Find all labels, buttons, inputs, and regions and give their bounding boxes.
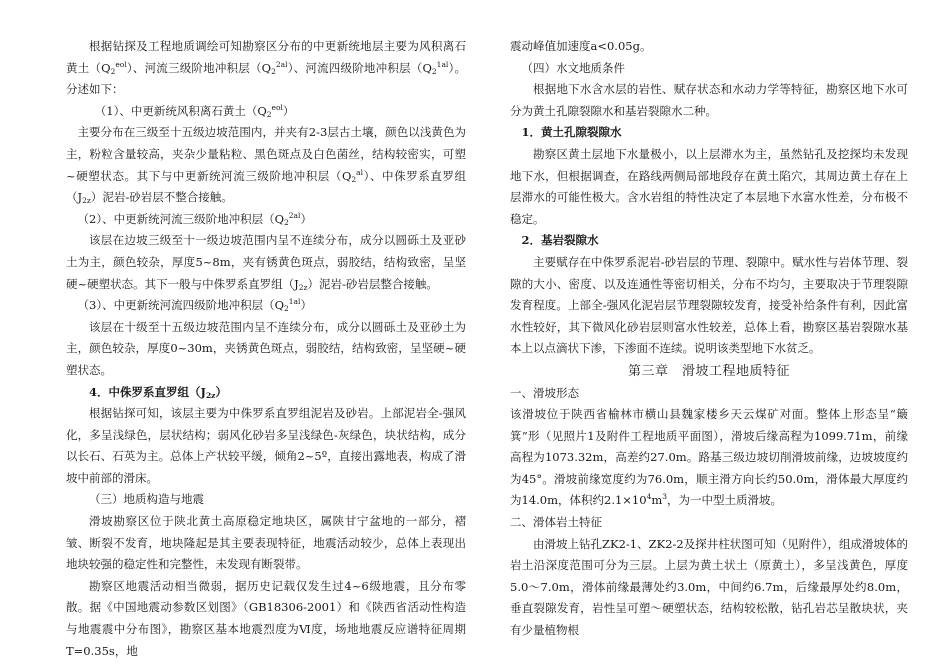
section-landslide-shape-heading: 一、滑坡形态: [510, 385, 579, 400]
section-terrace3-body: 该层在边坡三级至十一级边坡范围内呈不连续分布，成分以圆砾土及亚砂土为主，颜色较杂，厚度5~8m，夹有锈黄色斑点，弱胶结，结构致密，呈坚硬~硬塑状态。其下一般与中侏罗系直罗组$(J_{2z})$泥岩-砂岩层整合接触。: [66, 233, 466, 292]
continued-line: 震动峰值加速度a<0.05g。: [510, 39, 652, 53]
section-loess-body: 主要分布在三级至十五级边坡范围内，并夹有2-3层古土壤，颜色以浅黄色为主，粉粒含量较高，夹杂少量粘粒、黑色斑点及白色菌丝，结构较密实，可塑~硬塑状态。其下与中更新统河流三级阶地冲积层$(Q_2^{al})$、中侏罗系直罗组$(J_{2z})$泥岩-砂岩层不整合接触。: [66, 125, 467, 206]
section-loess-water-heading: 1．黄土孔隙裂隙水: [521, 125, 622, 140]
section-landslide-soil-body: 由滑坡上钻孔ZK2-1、ZK2-2及探井柱状图可知（见附件），组成滑坡体的岩土沿深度范围可分为三层。上层为黄土状土（原黄土），多呈浅黄色，厚度5.0～7.0m，滑体前缘最薄处约3.0m，中间约6.7m，后缘最厚处约8.0m，垂直裂隙发育，岩性呈可塑～硬塑状态，结构较松散，钻孔岩芯呈散块状，夹有少量植物根: [510, 536, 908, 638]
section-landslide-shape-body: 该滑坡位于陕西省榆林市横山县魏家楼乡天云煤矿对面。整体上形态呈“簸箕”形（见照片1及附件工程地质平面图），滑坡后缘高程为1099.71m，前缘高程为1073.32m，高差约27.0m。路基三级边坡切削滑坡前缘，边坡坡度约为45°。滑坡前缘宽度约为76.0m，顺主滑方向长约50.0m，滑体最大厚度约为14.0m，体积约$2.1\times 10^4m^3$，为一中型土质滑坡。: [510, 407, 908, 508]
chapter-title: 第三章 滑坡工程地质特征: [627, 363, 790, 379]
section-bedrock-water-body: 主要赋存在中侏罗系泥岩-砂岩层的节理、裂隙中。赋水性与岩体节理、裂隙的大小、密度、以及连通性等密切相关，分布不均匀，主要取决于节理裂隙发育程度。上部全-强风化泥岩层节理裂隙较发育，接受补给条件有利，因此富水性较好，其下微风化砂岩层则富水性较差，总体上看，勘察区基岩裂隙水基本上以点滴状下渗，下渗面不连续。说明该类型地下水贫乏。: [510, 254, 908, 356]
left-column: [66, 36, 466, 662]
section-terrace3-heading: （2）、中更新统河流三级阶地冲积层$(Q_2^{2al})$: [77, 210, 312, 227]
section-loess-water-body: 勘察区黄土层地下水量极小，以上层滞水为主，虽然钻孔及挖探均未发现地下水，但根据调查，在路线两侧局部地段存在黄土陷穴，其周边黄土存在上层滞水的可能性极大。含水岩组的特性决定了本层地下水富水性差，分布极不稳定。: [510, 146, 908, 226]
section-terrace4-body: 该层在十级至十五级边坡范围内呈不连续分布，成分以圆砾土及亚砂土为主，颜色较杂，厚度0~30m，夹锈黄色斑点，弱胶结，结构致密，呈坚硬~硬塑状态。: [66, 319, 466, 377]
section-structure-body-2: 勘察区地震活动相当微弱，据历史记载仅发生过4~6级地震，且分布零散。据《中国地震动参数区划图》（GB18306-2001）和《陕西省活动性构造与地震震中分布图》，勘察区基本地震烈度为Ⅵ度，场地地震反应谱特征周期T=0.35s，地: [66, 578, 466, 658]
section-loess-heading: （1）、中更新统风积离石黄土$(Q_2^{eol})$: [94, 102, 295, 119]
intro-paragraph: 根据钻探及工程地质调绘可知勘察区分布的中更新统地层主要为风积离石黄土$(Q_2^{eol})$、河流三级阶地冲积层$(Q_2^{2al})$、河流四级阶地冲积层$(Q_2^{1al})$。分述如下：: [66, 39, 466, 97]
section-zhiluo-heading: 4．中侏罗系直罗组$(J_{2z})$: [89, 384, 227, 400]
section-hydro-body: 根据地下水含水层的岩性、赋存状态和水动力学等特征，勘察区地下水可分为黄土孔隙裂隙水和基岩裂隙水二种。: [510, 82, 908, 118]
section-structure-heading: （三）地质构造与地震: [89, 492, 204, 507]
section-bedrock-water-heading: 2．基岩裂隙水: [521, 233, 599, 248]
right-column: [510, 36, 908, 642]
section-terrace4-heading: （3）、中更新统河流四级阶地冲积层$(Q_2^{1al})$: [77, 297, 312, 314]
section-landslide-soil-heading: 二、滑体岩土特征: [510, 515, 602, 530]
section-hydro-heading: （四）水文地质条件: [521, 60, 625, 75]
section-structure-body-1: 滑坡勘察区位于陕北黄土高原稳定地块区，属陕甘宁盆地的一部分，褶皱、断裂不发育，地块隆起是其主要表现特征，地震活动较少，总体上表现出地块较强的稳定性和完整性，未发现有断裂带。: [66, 514, 466, 572]
section-zhiluo-body: 根据钻探可知，该层主要为中侏罗系直罗组泥岩及砂岩。上部泥岩全-强风化，多呈浅绿色，层状结构；弱风化砂岩多呈浅绿色-灰绿色，块状结构，成分以长石、石英为主。总体上产状较平缓，倾角2~5º，直接出露地表，构成了滑坡中前部的滑床。: [66, 406, 466, 485]
